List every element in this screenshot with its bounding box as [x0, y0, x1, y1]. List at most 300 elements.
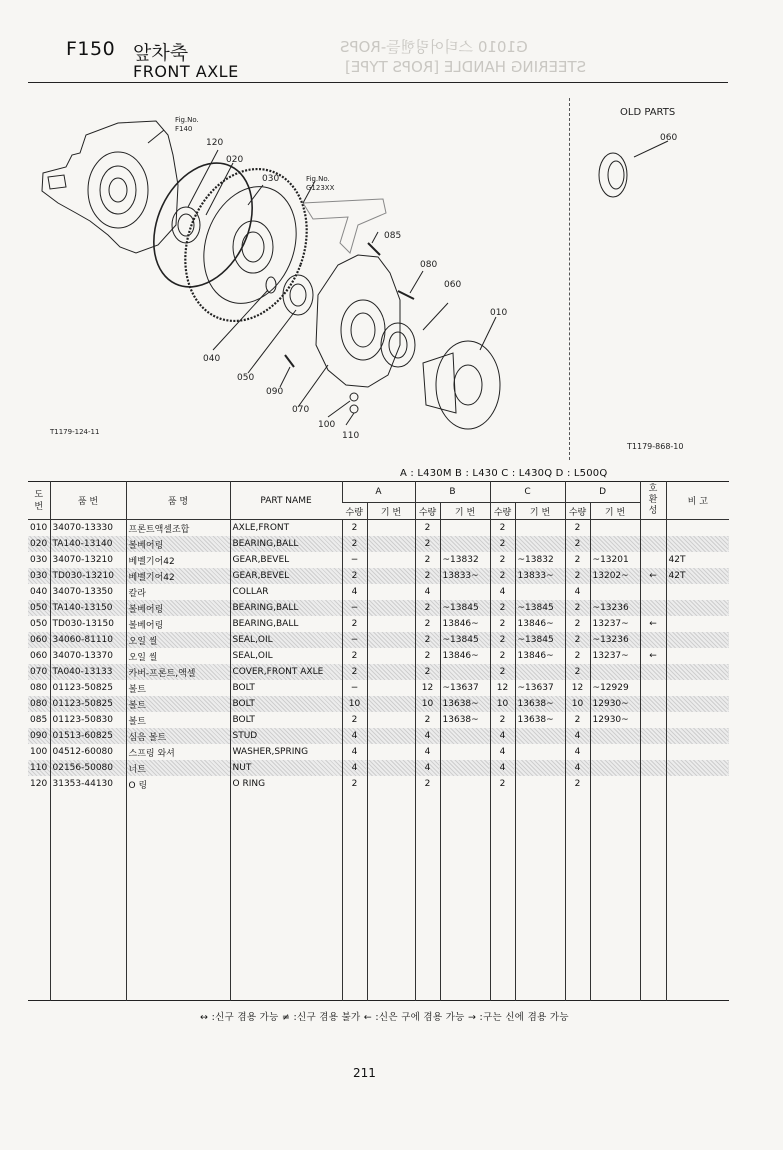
qty-a: 4 [342, 584, 367, 600]
serial-d [590, 776, 640, 792]
qty-c: 4 [490, 584, 515, 600]
serial-b: 13846~ [440, 648, 490, 664]
front-axle-cover-070 [316, 255, 400, 387]
qty-b: 4 [415, 728, 440, 744]
qty-a: 4 [342, 760, 367, 776]
qty-a: − [342, 680, 367, 696]
col-header-no: 도 번 [28, 482, 50, 520]
part-name-english: GEAR,BEVEL [230, 568, 342, 584]
remarks [666, 760, 729, 776]
serial-c [515, 744, 565, 760]
remarks [666, 680, 729, 696]
part-name-english: BEARING,BALL [230, 536, 342, 552]
row-no: 030 [28, 568, 50, 584]
serial-d [590, 760, 640, 776]
qty-c: 2 [490, 632, 515, 648]
qty-d: 2 [565, 600, 590, 616]
serial-d: 13202~ [590, 568, 640, 584]
part-number: 01123-50825 [50, 696, 126, 712]
interchange-mark [640, 696, 666, 712]
qty-d: 2 [565, 664, 590, 680]
part-name-korean: 오일 씰 [126, 632, 230, 648]
col-header-serial: 기 번 [590, 503, 640, 520]
callout-040: 040 [203, 354, 221, 364]
exploded-parts-diagram [28, 95, 728, 465]
row-no: 050 [28, 600, 50, 616]
remarks [666, 744, 729, 760]
table-row [28, 760, 729, 776]
part-name-korean: 프론트액셀조합 [126, 520, 230, 537]
serial-d: 12930~ [590, 696, 640, 712]
serial-c: ~13845 [515, 600, 565, 616]
qty-a: 2 [342, 616, 367, 632]
interchange-mark: ← [640, 616, 666, 632]
qty-a: 2 [342, 664, 367, 680]
qty-b: 2 [415, 568, 440, 584]
serial-c: 13846~ [515, 616, 565, 632]
remarks [666, 712, 729, 728]
serial-b [440, 584, 490, 600]
serial-c [515, 664, 565, 680]
part-number: TA140-13140 [50, 536, 126, 552]
bearing-050 [283, 275, 313, 315]
remarks [666, 664, 729, 680]
part-number: 34070-13350 [50, 584, 126, 600]
part-number: 34060-81110 [50, 632, 126, 648]
serial-b [440, 760, 490, 776]
interchange-mark [640, 728, 666, 744]
callout-120: 120 [206, 138, 224, 148]
model-legend: A : L430M B : L430 C : L430Q D : L500Q [400, 468, 608, 479]
col-header-part-name: PART NAME [230, 482, 342, 520]
serial-b: ~13845 [440, 600, 490, 616]
serial-c [515, 760, 565, 776]
serial-b [440, 744, 490, 760]
part-name-korean: 칼라 [126, 584, 230, 600]
qty-a: − [342, 552, 367, 568]
col-header-serial: 기 번 [515, 503, 565, 520]
serial-b [440, 520, 490, 537]
part-name-korean: 베벨기어42 [126, 552, 230, 568]
qty-d: 10 [565, 696, 590, 712]
qty-b: 4 [415, 584, 440, 600]
qty-b: 2 [415, 616, 440, 632]
serial-b [440, 776, 490, 792]
qty-a: 2 [342, 536, 367, 552]
part-name-english: O RING [230, 776, 342, 792]
part-name-english: NUT [230, 760, 342, 776]
row-no: 030 [30, 555, 48, 565]
col-header-serial: 기 번 [367, 503, 415, 520]
qty-c: 2 [490, 568, 515, 584]
part-number: 34070-13330 [50, 520, 126, 537]
remarks [666, 696, 729, 712]
serial-b: ~13845 [440, 632, 490, 648]
qty-b: 2 [415, 776, 440, 792]
part-name-english: GEAR,BEVEL [230, 552, 342, 568]
row-no: 120 [30, 779, 48, 789]
serial-a [367, 696, 415, 712]
col-header-group-a: A [342, 482, 415, 503]
qty-a: 2 [342, 648, 367, 664]
part-name-korean: 볼베어링 [126, 616, 230, 632]
old-parts-title: OLD PARTS [620, 107, 676, 118]
qty-d: 2 [565, 568, 590, 584]
row-no: 090 [28, 728, 50, 744]
serial-a [367, 552, 415, 568]
serial-d: ~13236 [590, 600, 640, 616]
serial-c: 13638~ [515, 712, 565, 728]
interchange-mark [640, 680, 666, 696]
qty-a: 2 [342, 520, 367, 537]
table-row [28, 584, 729, 600]
qty-c: 12 [490, 680, 515, 696]
remarks [666, 648, 729, 664]
table-row [28, 536, 729, 552]
serial-d: ~13236 [590, 632, 640, 648]
table-row [28, 568, 729, 584]
serial-a [367, 744, 415, 760]
part-number: 04512-60080 [50, 744, 126, 760]
qty-a: 2 [342, 712, 367, 728]
part-number: 02156-50080 [50, 760, 126, 776]
serial-d: 13237~ [590, 616, 640, 632]
callout-085: 085 [384, 231, 402, 241]
row-no: 080 [28, 696, 50, 712]
interchange-mark [640, 536, 666, 552]
qty-c: 4 [490, 728, 515, 744]
serial-c: 13846~ [515, 648, 565, 664]
qty-c: 2 [490, 616, 515, 632]
part-name-korean: 볼트 [126, 712, 230, 728]
table-row [28, 696, 729, 712]
qty-d: 2 [565, 520, 590, 537]
callout-090: 090 [266, 387, 284, 397]
row-no: 100 [30, 747, 48, 757]
qty-d: 2 [565, 552, 590, 568]
qty-c: 2 [490, 712, 515, 728]
col-header-part-number: 품 번 [50, 482, 126, 520]
callout-050: 050 [237, 373, 255, 383]
row-no: 060 [28, 632, 50, 648]
serial-a [367, 520, 415, 537]
qty-c: 2 [490, 664, 515, 680]
qty-c: 2 [490, 536, 515, 552]
serial-a [367, 616, 415, 632]
col-header-group-b: B [415, 482, 490, 503]
qty-c: 2 [490, 776, 515, 792]
row-no: 080 [30, 683, 48, 693]
interchange-mark [640, 520, 666, 537]
callout-110: 110 [342, 431, 360, 441]
fig-ref-label: Fig.No. G123XX [306, 175, 335, 192]
col-header-interchange: 호 환 성 [640, 482, 666, 520]
table-filler-row [28, 792, 729, 1001]
old-oil-seal-060 [599, 153, 627, 197]
table-row [28, 552, 729, 568]
callout-060: 060 [444, 280, 462, 290]
qty-d: 2 [565, 616, 590, 632]
parts-table [28, 481, 729, 1001]
part-name-english: SEAL,OIL [230, 648, 342, 664]
old-parts-callout: 060 [660, 133, 678, 143]
remarks [666, 776, 729, 792]
serial-a [367, 760, 415, 776]
remarks [666, 584, 729, 600]
qty-a: 4 [342, 744, 367, 760]
interchange-mark: ← [640, 568, 666, 584]
row-no: 040 [30, 587, 48, 597]
page-number: 211 [353, 1066, 376, 1080]
interchange-mark [640, 600, 666, 616]
part-name-korean: O 링 [126, 776, 230, 792]
part-name-korean: 심음 볼트 [126, 728, 230, 744]
serial-a [367, 648, 415, 664]
table-row [28, 728, 729, 744]
part-name-korean: 베벨기어42 [126, 568, 230, 584]
part-name-english: BOLT [230, 680, 342, 696]
interchange-mark [640, 744, 666, 760]
serial-a [367, 680, 415, 696]
part-number: TD030-13210 [50, 568, 126, 584]
interchange-mark [640, 776, 666, 792]
part-name-english: BEARING,BALL [230, 600, 342, 616]
part-number: 34070-13210 [50, 552, 126, 568]
part-name-english: BOLT [230, 696, 342, 712]
serial-d [590, 664, 640, 680]
part-name-english: BOLT [230, 712, 342, 728]
part-number: 31353-44130 [50, 776, 126, 792]
remarks [666, 536, 729, 552]
table-row [28, 664, 729, 680]
callout-100: 100 [318, 420, 336, 430]
qty-d: 4 [565, 584, 590, 600]
callout-080: 080 [420, 260, 438, 270]
interchange-mark [640, 712, 666, 728]
interchange-legend: ↔ :신구 겸용 가능 ≠ :신구 겸용 불가 ← :신은 구에 겸용 가능 → :구는 신에 겸용 가능 [200, 1012, 569, 1023]
interchange-mark [640, 584, 666, 600]
part-name-english: COLLAR [230, 584, 342, 600]
callout-020: 020 [226, 155, 244, 165]
qty-d: 2 [565, 536, 590, 552]
serial-d: ~12929 [590, 680, 640, 696]
qty-a: − [342, 600, 367, 616]
part-name-korean: 볼베어링 [126, 600, 230, 616]
remarks: 42T [666, 568, 729, 584]
qty-b: 2 [415, 632, 440, 648]
qty-d: 2 [565, 712, 590, 728]
serial-a [367, 664, 415, 680]
serial-d [590, 744, 640, 760]
part-number: 34070-13370 [50, 648, 126, 664]
part-name-english: BEARING,BALL [230, 616, 342, 632]
table-row [28, 600, 729, 616]
serial-a [367, 632, 415, 648]
interchange-mark: ← [640, 648, 666, 664]
row-no: 070 [28, 664, 50, 680]
interchange-mark [640, 632, 666, 648]
remarks: 42T [666, 552, 729, 568]
serial-a [367, 776, 415, 792]
qty-b: 12 [415, 680, 440, 696]
part-name-korean: 볼트 [126, 696, 230, 712]
table-row [28, 648, 729, 664]
qty-b: 2 [415, 712, 440, 728]
serial-b [440, 664, 490, 680]
section-title-korean: 앞차축 [133, 42, 189, 64]
part-number: 01123-50830 [50, 712, 126, 728]
remarks [666, 616, 729, 632]
serial-d: 12930~ [590, 712, 640, 728]
qty-b: 2 [415, 536, 440, 552]
col-header-qty: 수량 [565, 503, 590, 520]
part-number: 01513-60825 [50, 728, 126, 744]
part-number: 01123-50825 [50, 680, 126, 696]
part-name-korean: 카버-프론트,액셀 [126, 664, 230, 680]
row-no: 110 [28, 760, 50, 776]
bleed-through-text: STEERING HANDLE [ROPS TYPE] [345, 58, 587, 76]
table-row [28, 680, 729, 696]
callout-070: 070 [292, 405, 310, 415]
part-name-korean: 스프링 와셔 [126, 744, 230, 760]
part-name-korean: 너트 [126, 760, 230, 776]
table-row [28, 632, 729, 648]
col-header-group-c: C [490, 482, 565, 503]
serial-c [515, 536, 565, 552]
qty-a: 4 [342, 728, 367, 744]
serial-c: 13833~ [515, 568, 565, 584]
callout-030: 030 [262, 174, 280, 184]
serial-a [367, 536, 415, 552]
part-name-english: COVER,FRONT AXLE [230, 664, 342, 680]
qty-c: 2 [490, 600, 515, 616]
part-name-korean: 볼트 [126, 680, 230, 696]
serial-b: ~13637 [440, 680, 490, 696]
remarks [666, 728, 729, 744]
qty-c: 2 [490, 520, 515, 537]
qty-d: 4 [565, 728, 590, 744]
section-title-english: FRONT AXLE [133, 62, 239, 81]
remarks [666, 632, 729, 648]
table-row [28, 744, 729, 760]
qty-d: 12 [565, 680, 590, 696]
serial-b: 13846~ [440, 616, 490, 632]
qty-c: 4 [490, 744, 515, 760]
serial-d [590, 728, 640, 744]
serial-d [590, 520, 640, 537]
qty-c: 2 [490, 552, 515, 568]
table-row [28, 616, 729, 632]
col-header-group-d: D [565, 482, 640, 503]
interchange-mark [640, 552, 666, 568]
part-name-korean: 볼베어링 [126, 536, 230, 552]
interchange-mark [640, 760, 666, 776]
serial-a [367, 600, 415, 616]
serial-d: ~13201 [590, 552, 640, 568]
part-name-english: AXLE,FRONT [230, 520, 342, 537]
qty-d: 2 [565, 632, 590, 648]
serial-d [590, 584, 640, 600]
serial-b: 13638~ [440, 712, 490, 728]
oil-seal-060 [381, 323, 415, 367]
table-row [28, 520, 729, 537]
qty-b: 10 [415, 696, 440, 712]
table-row [28, 712, 729, 728]
serial-b: ~13832 [440, 552, 490, 568]
figure-reference-right: T1179-868-10 [627, 442, 684, 451]
qty-a: − [342, 632, 367, 648]
serial-c: 13638~ [515, 696, 565, 712]
serial-a [367, 584, 415, 600]
section-code: F150 [66, 38, 116, 60]
table-row [28, 776, 729, 792]
serial-c: ~13637 [515, 680, 565, 696]
qty-d: 4 [565, 760, 590, 776]
serial-c: ~13832 [515, 552, 565, 568]
qty-b: 4 [415, 744, 440, 760]
serial-b [440, 728, 490, 744]
serial-b: 13638~ [440, 696, 490, 712]
col-header-qty: 수량 [415, 503, 440, 520]
figure-reference-left: T1179-124-11 [50, 428, 100, 436]
serial-c [515, 520, 565, 537]
qty-c: 2 [490, 648, 515, 664]
serial-b: 13833~ [440, 568, 490, 584]
old-parts-divider [569, 98, 570, 460]
row-no: 060 [30, 651, 48, 661]
serial-c [515, 584, 565, 600]
qty-a: 10 [342, 696, 367, 712]
row-no: 050 [30, 619, 48, 629]
interchange-mark [640, 664, 666, 680]
part-name-english: WASHER,SPRING [230, 744, 342, 760]
qty-d: 2 [565, 648, 590, 664]
qty-b: 2 [415, 600, 440, 616]
serial-c [515, 728, 565, 744]
remarks [666, 600, 729, 616]
part-number: TA140-13150 [50, 600, 126, 616]
remarks [666, 520, 729, 537]
col-header-remarks: 비 고 [666, 482, 729, 520]
header-rule [28, 82, 728, 83]
part-number: TD030-13150 [50, 616, 126, 632]
part-name-english: STUD [230, 728, 342, 744]
serial-b [440, 536, 490, 552]
qty-d: 2 [565, 776, 590, 792]
serial-a [367, 728, 415, 744]
qty-b: 4 [415, 760, 440, 776]
qty-b: 2 [415, 520, 440, 537]
qty-d: 4 [565, 744, 590, 760]
row-no: 010 [30, 523, 48, 533]
col-header-qty: 수량 [342, 503, 367, 520]
qty-b: 2 [415, 648, 440, 664]
qty-c: 4 [490, 760, 515, 776]
serial-a [367, 712, 415, 728]
qty-c: 10 [490, 696, 515, 712]
serial-a [367, 568, 415, 584]
callout-010: 010 [490, 308, 508, 318]
part-number: TA040-13133 [50, 664, 126, 680]
axle-flange-010 [436, 341, 500, 429]
serial-d: 13237~ [590, 648, 640, 664]
qty-a: 2 [342, 776, 367, 792]
part-name-english: SEAL,OIL [230, 632, 342, 648]
fig-ref-label: Fig.No. F140 [175, 116, 199, 133]
col-header-serial: 기 번 [440, 503, 490, 520]
qty-b: 2 [415, 552, 440, 568]
serial-c: ~13845 [515, 632, 565, 648]
